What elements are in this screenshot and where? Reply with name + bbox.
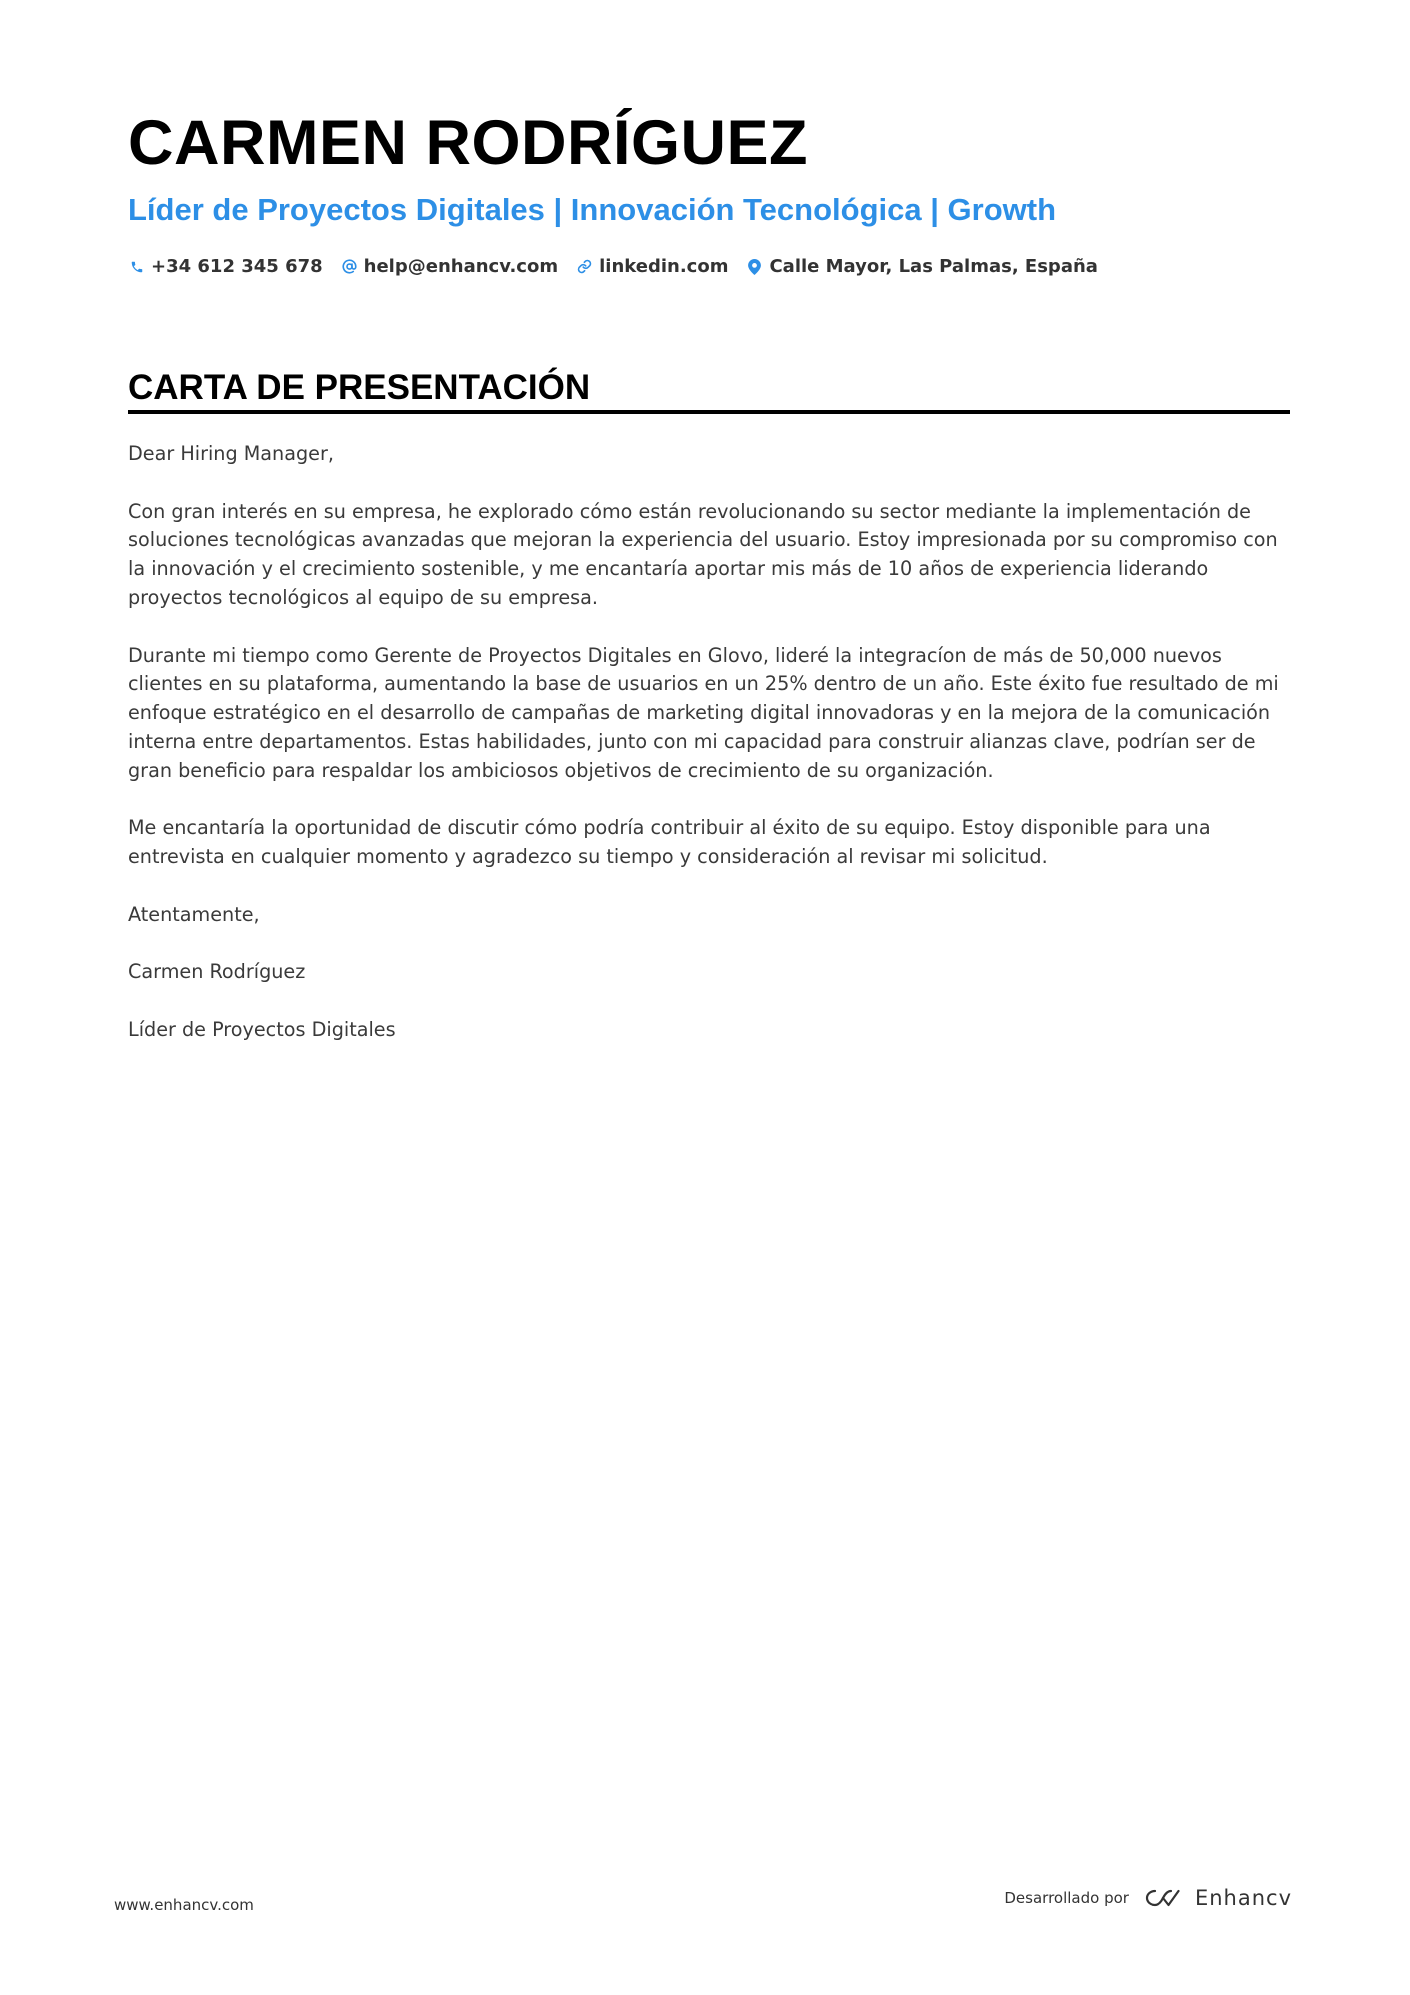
signature-name: Carmen Rodríguez (128, 960, 306, 984)
contact-linkedin[interactable] (576, 256, 728, 277)
contact-linkedin-text[interactable]: linkedin.com (599, 256, 729, 277)
phone-icon (128, 257, 145, 277)
letter-body (128, 440, 1290, 1074)
letter-paragraph: Durante mi tiempo como Gerente de Proyectos Digitales en Glovo, lideré la integracíon de más de 50,000 nuevos clientes en su plataforma, aumentando la base de usuarios en un 25% dentro de un año. Este éxito fue resultado de mi enfoque estratégico en el desarrollo de campañas de marketing digital innovadoras y en la mejora de la comunicación interna entre departamentos. Estas habilidades, junto con mi capacidad para construir alianzas clave, podrían ser de gran beneficio para respaldar los ambiciosos objetivos de crecimiento de su organización. (128, 643, 1279, 782)
letter-greeting: Dear Hiring Manager, (128, 442, 334, 465)
candidate-name: CARMEN RODRÍGUEZ (128, 108, 808, 178)
contact-location (746, 256, 1097, 277)
contact-phone (128, 256, 323, 277)
enhancv-brand-text: Enhancv (1194, 1886, 1292, 1910)
section-title: CARTA DE PRESENTACIÓN (128, 368, 591, 407)
link-icon (576, 257, 593, 277)
powered-by-label: Desarrollado por (1004, 1889, 1129, 1907)
footer-brand (1004, 1886, 1292, 1910)
letter-closing: Atentamente, (128, 902, 260, 926)
contact-email[interactable] (341, 256, 558, 277)
signature-title: Líder de Proyectos Digitales (128, 1017, 396, 1041)
section-divider (128, 410, 1290, 414)
letter-paragraph: Con gran interés en su empresa, he explorado cómo están revolucionando su sector mediante la implementación de soluciones tecnológicas avanzadas que mejoran la experiencia del usuario. Estoy impresionada por su compromiso con la innovación y el crecimiento sostenible, y me encantaría aportar mis más de 10 años de experiencia liderando proyectos tecnológicos al equipo de su empresa. (128, 499, 1278, 609)
contact-email-text[interactable]: help@enhancv.com (363, 256, 559, 277)
contact-phone-text: +34 612 345 678 (151, 256, 323, 277)
footer-url[interactable]: www.enhancv.com (114, 1896, 254, 1914)
at-sign-icon (341, 257, 358, 277)
enhancv-logo-icon (1141, 1886, 1185, 1910)
candidate-headline: Líder de Proyectos Digitales | Innovación Tecnológica | Growth (128, 192, 1057, 227)
contact-location-text: Calle Mayor, Las Palmas, España (769, 256, 1098, 277)
contact-bar (128, 256, 1116, 277)
location-pin-icon (746, 257, 763, 277)
letter-paragraph: Me encantaría la oportunidad de discutir cómo podría contribuir al éxito de su equipo. Estoy disponible para una entrevista en cualquier momento y agradezco su tiempo y consideración al revisar mi solicitud. (128, 816, 1211, 869)
